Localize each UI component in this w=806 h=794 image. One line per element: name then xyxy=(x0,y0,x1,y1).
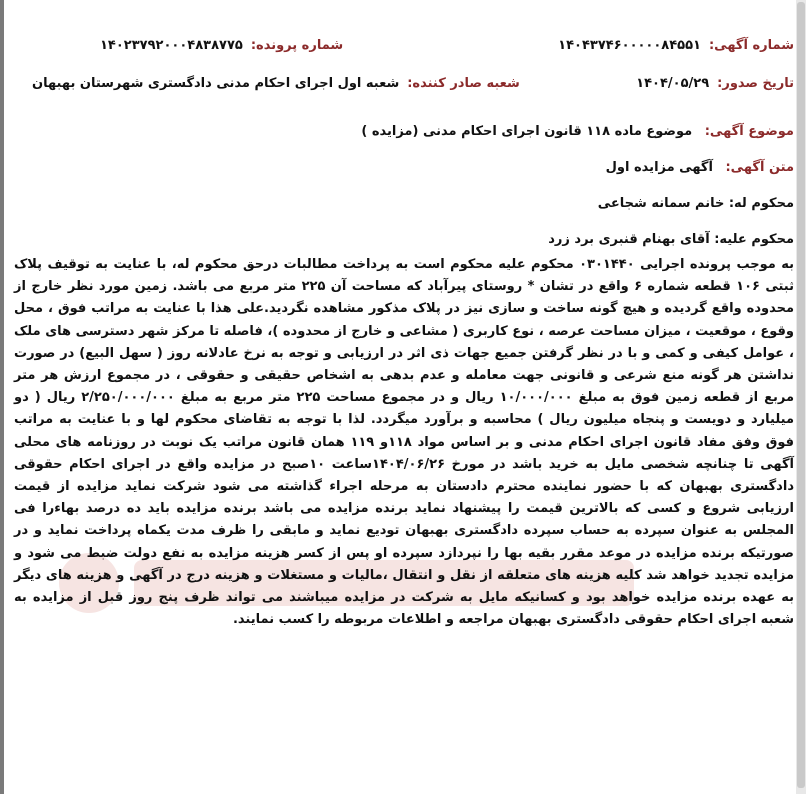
meta-row-issuer xyxy=(20,72,794,94)
scrollbar-thumb[interactable] xyxy=(797,2,805,788)
issuer-label: شعبه صادر کننده: xyxy=(407,75,520,91)
issue-date-value: ۱۴۰۴/۰۵/۲۹ xyxy=(636,75,710,91)
case-number-value: ۱۴۰۲۳۷۹۲۰۰۰۴۸۳۸۷۷۵ xyxy=(100,37,243,53)
text-title-line xyxy=(606,160,794,175)
subject-line xyxy=(361,124,794,139)
text-label: متن آگهی: xyxy=(725,160,794,175)
case-number-label: شماره پرونده: xyxy=(250,37,344,53)
notice-number-field xyxy=(558,38,794,53)
notice-body: به موجب پرونده اجرایی ۰۳۰۱۴۴۰ محکوم علیه محکوم است به پرداخت مطالبات درحق محکوم له، با عنایت به توقیف پلاک ثبتی ۱۰۶ قطعه شماره ۶ واقع در تشان * روستای پیرآباد که مساحت آن ۲۲۵ متر مربع می باشد. زمین مورد نظر خارج از محدوده واقع گردیده و هیچ گونه ساخت و سازی نیز در پلاک مذکور مشاهده نگردید.علی هذا با عنایت به مراتب فوق ، محل وقوع ، موقعیت ، میزان مساحت عرصه ، نوع کاربری ( مشاعی و خارج از محدوده )، فاصله تا مرکز شهر دسترسی های ملک ، عوامل کیفی و کمی و با در نظر گرفتن جمیع جهات ذی اثر در ارزیابی و توجه به نرخ عادلانه روز ( سهل البیع) در صورت نداشتن هر گونه منع شرعی و قانونی جهت معامله و عدم بدهی به اشخاص حقیقی و حقوقی ، در مجموع ارزش هر متر مربع از قطعه زمین فوق به مبلغ ۱۰/۰۰۰/۰۰۰ ریال و در مجموع مساحت ۲۲۵ متر مربع به مبلغ ۲/۲۵۰/۰۰۰/۰۰۰ ریال ( دو میلیارد و دویست و پنجاه میلیون ریال ) محاسبه و برآورد میگردد. لذا با توجه به تقاضای محکوم لها و با عنایت به مراتب فوق وفق مفاد قانون اجرای احکام مدنی و بر اساس مواد ۱۱۸و ۱۱۹ همان قانون مراتب یک نوبت در روزنامه های محلی آگهی تا چنانچه شخصی مایل به خرید باشد در مورخ ۱۴۰۴/۰۶/۲۶ساعت ۱۰صبح در مزایده واقع در اجرای احکام حقوقی دادگستری بهبهان که با حضور نماینده محترم دادستان به مرحله اجراء گذاشته می شود شرکت نماید مزایده از قیمت ارزیابی شروع و کسی که بالاترین قیمت را پیشنهاد نماید برنده مزایده می باشد برنده مزایده باید ده درصد بهاءرا فی المجلس به عنوان سپرده به حساب سپرده دادگستری بهبهان تودیع نماید و مابقی را ظرف مدت یکماه پرداخت نماید و در صورتیکه برنده مزایده در موعد مقرر بقیه بها را نپردازد سپرده او پس از کسر هزینه مزایده به نفع دولت ضبط می شود و مزایده تجدید خواهد شد کلیه هزینه های متعلقه از نقل و انتقال ،مالیات و مستغلات و هزینه درج در آگهی و هزینه های دیگر به عهده برنده مزایده خواهد بود و کسانیکه مایل به شرکت در مزایده میباشند می تواند ظرف پنج روز قبل از مزایده به شعبه اجرای احکام حقوقی دادگستری بهبهان مراجعه و اطلاعات مربوطه را کسب نمایند. xyxy=(14,257,795,628)
subject-value: موضوع ماده ۱۱۸ قانون اجرای احکام مدنی (مزایده ) xyxy=(361,124,693,139)
issue-date-field xyxy=(636,76,794,91)
issuer-field xyxy=(32,76,520,91)
case-number-field xyxy=(100,38,343,53)
meta-row-numbers xyxy=(20,34,794,56)
notice-number-label: شماره آگهی: xyxy=(708,37,794,53)
vertical-scrollbar[interactable] xyxy=(796,0,806,794)
notice-sheet xyxy=(14,28,800,788)
text-title: آگهی مزایده اول xyxy=(605,160,713,175)
issuer-value: شعبه اول اجرای احکام مدنی دادگستری شهرستان بهبهان xyxy=(32,75,400,91)
beneficiary-line: محکوم له: خانم سمانه شجاعی xyxy=(597,196,794,211)
issue-date-label: تاریخ صدور: xyxy=(717,75,794,91)
notice-number-value: ۱۴۰۴۳۷۴۶۰۰۰۰۰۸۴۵۵۱ xyxy=(558,37,701,53)
subject-label: موضوع آگهی: xyxy=(704,124,794,139)
debtor-line: محکوم علیه: آقای بهنام قنبری برد زرد xyxy=(548,232,794,247)
